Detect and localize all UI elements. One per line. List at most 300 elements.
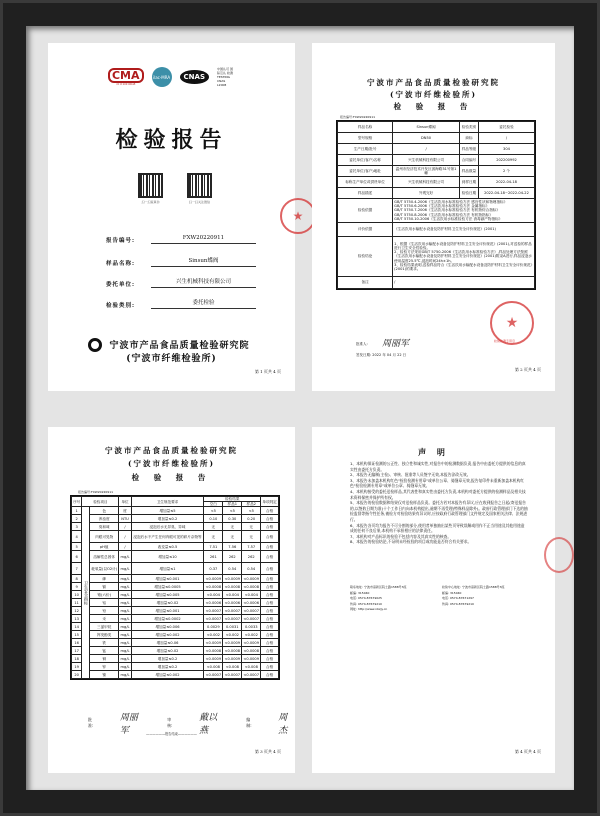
- ilac-mra-logo: ilac-MRA: [152, 67, 172, 87]
- table-cell: <0.004: [242, 591, 261, 599]
- table-cell: 耗氧量(以O2计): [89, 563, 118, 575]
- table-row: [72, 663, 279, 671]
- table-cell: 14: [72, 623, 82, 631]
- table-cell: <0.0008: [223, 583, 242, 591]
- table-row: [72, 591, 279, 599]
- declaration-item: 1、本机构保证检测的公正性、独立性和诚实性,对报告中的检测数据负责,报告中由委托方提供的信息的真实性由委托方负责。: [350, 461, 526, 472]
- text-line: GB/T 5750.4-2006《生活饮用水标准检验方法 感官性状和物理指标》: [394, 200, 508, 205]
- qr-code-verify[interactable]: [138, 173, 163, 198]
- table-cell: 13: [72, 615, 82, 623]
- table-cell: <5: [223, 507, 242, 515]
- declaration-item: 7、本机构对产品标识的检验不包括内容及其真实性的核查。: [350, 533, 452, 539]
- table-cell: 2: [72, 515, 82, 523]
- table-row: [72, 575, 279, 583]
- report-heading: 检 验 报 告: [131, 473, 212, 482]
- table-row: [338, 166, 535, 177]
- institute-heading: 宁波市产品食品质量检验研究院: [367, 78, 500, 87]
- table-value: 304: [478, 144, 534, 155]
- report-title: 检验报告: [115, 127, 228, 153]
- issue-date: 签发日期: 2022 年 04 月 22 日: [356, 353, 407, 357]
- table-cell: <0.0007: [204, 615, 223, 623]
- table-cell: 7.56: [223, 543, 242, 551]
- column-header: 单项判定: [261, 497, 279, 507]
- table-cell: 合格: [261, 551, 279, 563]
- table-cell: mg/L: [119, 551, 131, 563]
- table-row: [72, 631, 279, 639]
- table-row: [72, 551, 279, 563]
- table-value: 外观完好: [393, 188, 460, 199]
- table-cell: 15: [72, 631, 82, 639]
- category-cell: 卫生安全指标: [82, 507, 90, 679]
- table-cell: 度: [119, 507, 131, 515]
- table-label: 检验类别: [459, 122, 478, 133]
- table-cell: 合格: [261, 583, 279, 591]
- institute-name: 宁波市产品食品质量检验研究院: [109, 341, 250, 351]
- table-cell: 合格: [261, 615, 279, 623]
- table-cell: <0.0007: [242, 607, 261, 615]
- table-cell: 16: [72, 639, 82, 647]
- table-cell: 铝: [89, 599, 118, 607]
- table-cell: 增加量≤10: [131, 551, 204, 563]
- declaration-item: 2、本报告无编制(主检)、审核、批准等人员签字无效,本报告涂改无效。: [350, 472, 471, 478]
- table-row: [72, 615, 279, 623]
- table-cell: 合格: [261, 671, 279, 679]
- text-line: GB/T 5750.8-2006《生活饮用水标准检验方法 有机物指标》: [394, 212, 493, 217]
- table-cell: <0.0007: [242, 615, 261, 623]
- table-cell: 262: [242, 551, 261, 563]
- table-value: /: [478, 133, 534, 144]
- declaration-item: 3、本报告未加盖本机构红色"检验检测专用章"或单位公章、骑缝章无效,报告复印件未重新加盖本机构红色"检验检测专用章"或单位公章、骑缝章无效。: [350, 477, 525, 489]
- table-cell: 增加量≤0.2: [131, 663, 204, 671]
- table-cell: 砷: [89, 575, 118, 583]
- table-cell: 5: [72, 543, 82, 551]
- page-number: 第 3 页共 4 页: [254, 749, 281, 754]
- column-header: 检验项目: [82, 497, 119, 507]
- table-cell: 增加量≤1: [131, 563, 204, 575]
- declaration-page: [312, 427, 555, 773]
- table-cell: 3: [72, 523, 82, 531]
- text-line: 1、根据《生活饮用水输配水设备及防护材料卫生安全评价规范》(2001),对送检的样品进行卫生安全性检验。: [394, 242, 532, 251]
- test-results-page: [48, 427, 295, 773]
- table-row: [72, 531, 279, 543]
- column-header: 序号: [72, 497, 82, 507]
- contact-line: 电话: 0574-87679025: [350, 596, 382, 600]
- contact-line: 联系地址: 宁波市高新区院士路1588号3座: [350, 585, 407, 589]
- table-cell: mg/L: [119, 655, 131, 663]
- table-cell: 4: [72, 531, 82, 543]
- contact-left: [350, 585, 440, 613]
- table-row: [72, 515, 279, 523]
- table-cell: 溶解性总固体: [89, 551, 118, 563]
- table-cell: 三氯甲烷: [89, 623, 118, 631]
- column-header: 样品2: [242, 502, 261, 507]
- table-cell: 合格: [261, 607, 279, 615]
- table-value: 兴生机械科技有限公司: [393, 177, 460, 188]
- table-row: [72, 671, 279, 679]
- table-cell: <0.0009: [223, 639, 242, 647]
- table-cell: 锰: [89, 647, 118, 655]
- table-cell: 增加量≤0.2: [131, 655, 204, 663]
- text-line: GB/T 5750.10-2006《生活饮用水标准检验方法 消毒副产物指标》: [394, 216, 503, 221]
- table-cell: 改变量≤0.5: [131, 543, 204, 551]
- table-row: [338, 223, 535, 237]
- table-cell: 合格: [261, 563, 279, 575]
- table-cell: <0.0007: [204, 607, 223, 615]
- table-cell: 0.54: [242, 563, 261, 575]
- table-cell: mg/L: [119, 591, 131, 599]
- table-label: 合同编号: [459, 155, 478, 166]
- institute-subname: (宁波市纤维检验所): [126, 354, 217, 364]
- table-label: 评价依据: [338, 223, 393, 237]
- table-cell: mg/L: [119, 583, 131, 591]
- table-cell: 8: [72, 575, 82, 583]
- contact-line: 邮编: 315040: [350, 590, 370, 595]
- table-cell: <5: [242, 507, 261, 515]
- table-cell: /: [119, 523, 131, 531]
- summary-table: [336, 120, 536, 290]
- signature: 周丽军: [119, 713, 138, 736]
- table-cell: 镉: [89, 583, 118, 591]
- table-cell: 合格: [261, 575, 279, 583]
- table-cell: 铜: [89, 655, 118, 663]
- cma-logo: CMA: [108, 68, 144, 83]
- table-cell: 浑浊度: [89, 515, 118, 523]
- table-label: 标称生产单位或供货单位: [338, 177, 393, 188]
- table-cell: 合格: [261, 639, 279, 647]
- table-cell: 17: [72, 647, 82, 655]
- table-cell: 262: [223, 551, 242, 563]
- table-cell: 增加量≤0.002: [131, 671, 204, 679]
- table-cell: pH值: [89, 543, 118, 551]
- table-cell: 0.37: [204, 563, 223, 575]
- approver-label: 批准人:: [356, 342, 368, 346]
- column-header: 单位: [119, 497, 131, 507]
- table-row: [72, 655, 279, 663]
- table-cell: <0.004: [223, 591, 242, 599]
- table-cell: 增加量≤0.001: [131, 607, 204, 615]
- table-cell: 增加量≤0.0005: [131, 583, 204, 591]
- certification-logos: [48, 67, 295, 87]
- table-value: [393, 237, 535, 277]
- table-cell: 0.0029: [204, 623, 223, 631]
- text-line: GB/T 5750.6-2006《生活饮用水标准检验方法 金属指标》: [394, 204, 490, 209]
- table-cell: 增加量≤0.002: [131, 631, 204, 639]
- table-cell: <0.0009: [204, 575, 223, 583]
- table-cell: 合格: [261, 515, 279, 523]
- declaration-item: 5、本报告的检验数据和结果仅对送检样品负责。委托方若对本报告有异议,应在收到报告之日起(寄送报告的,以签收日期为准)十个工作日内向本机构提出,逾期不再受理(特殊样品除外)。政府行政管理部门下达的抽检监督等指令性任务,被检方对检验结果有异议时,应按政府行政管理部门文件规定及国家相关法律、法规进行。: [350, 500, 528, 522]
- table-cell: 12: [72, 607, 82, 615]
- table-cell: mg/L: [119, 631, 131, 639]
- table-cell: <0.0008: [204, 647, 223, 655]
- table-cell: 合格: [261, 599, 279, 607]
- red-seal-edge: [544, 537, 574, 573]
- cnas-caption: 中国认可 国际互认 检测 TESTING CNAS L2008: [217, 67, 233, 87]
- table-cell: <0.0009: [242, 575, 261, 583]
- contact-line: 电话: 0574-87671297: [442, 596, 474, 600]
- table-cell: 合格: [261, 523, 279, 531]
- table-value: 委托检验: [478, 122, 534, 133]
- table-cell: <0.0009: [242, 655, 261, 663]
- contact-line: 传真: 0574-87679210: [442, 601, 474, 606]
- table-cell: <0.0007: [242, 671, 261, 679]
- contact-right: [442, 585, 532, 607]
- table-cell: 合格: [261, 531, 279, 543]
- table-cell: NTU: [119, 515, 131, 523]
- table-cell: 无: [223, 523, 242, 531]
- table-cell: mg/L: [119, 623, 131, 631]
- table-row: [338, 144, 535, 155]
- qr-caption: 扫一扫关注微信: [188, 200, 210, 204]
- table-cell: mg/L: [119, 599, 131, 607]
- seal-text: 检验检测专用章: [494, 339, 516, 343]
- table-value: /: [393, 144, 460, 155]
- table-cell: <0.0006: [223, 599, 242, 607]
- table-cell: <0.004: [204, 591, 223, 599]
- field-sample-name: 样品名称: Sinsun蝶阀: [106, 256, 256, 267]
- table-cell: <0.0007: [204, 671, 223, 679]
- table-row: [72, 607, 279, 615]
- table-cell: 10: [72, 591, 82, 599]
- table-row: [338, 199, 535, 223]
- table-cell: mg/L: [119, 639, 131, 647]
- sign-label: 批 准:: [88, 717, 94, 728]
- table-cell: <0.0008: [223, 647, 242, 655]
- table-cell: 合格: [261, 647, 279, 655]
- table-label: 检验日期: [459, 188, 478, 199]
- table-cell: mg/L: [119, 663, 131, 671]
- table-row: [338, 133, 535, 144]
- table-cell: <0.002: [242, 631, 261, 639]
- qr-code-wechat[interactable]: [187, 173, 212, 198]
- table-cell: mg/L: [119, 615, 131, 623]
- contact-line: 网址: http://www.nbzjy.cn: [350, 607, 388, 611]
- table-cell: 6: [72, 551, 82, 563]
- table-cell: 合格: [261, 631, 279, 639]
- table-cell: 增加量≤0.006: [131, 623, 204, 631]
- institute-subheading: (宁波市纤维检验所): [389, 90, 478, 99]
- approver-signature: 周丽军: [382, 339, 410, 349]
- declaration-items: [350, 461, 528, 545]
- page-number: 第 1 页共 4 页: [254, 369, 281, 374]
- table-cell: 浸泡后水不产生任何肉眼可见的碎片杂物等: [131, 531, 204, 543]
- red-seal: ★: [280, 198, 316, 234]
- table-value: [393, 223, 535, 237]
- table-label: 备注: [338, 277, 393, 289]
- table-row: [338, 237, 535, 277]
- field-inspection-type: 检验类别: 委托检验: [106, 298, 256, 309]
- declaration-item: 6、本报告各页均为报告不可分割的部分,使用者单独抽出某些页导致误解或用作不正当用途及其他用途造成的任何不良后果,本机构不承担相应的法律责任。: [350, 522, 525, 534]
- page-number: 第 2 页共 4 页: [514, 367, 541, 372]
- table-cell: 增加量≤0.02: [131, 599, 204, 607]
- table-cell: 锌: [89, 663, 118, 671]
- table-cell: <0.0008: [242, 583, 261, 591]
- table-cell: <0.002: [204, 631, 223, 639]
- field-client: 委托单位: 兴生机械科技有限公司: [106, 277, 256, 288]
- table-cell: 7.51: [204, 543, 223, 551]
- results-table: [70, 495, 280, 680]
- table-cell: <0.0009: [242, 639, 261, 647]
- table-cell: 合格: [261, 655, 279, 663]
- table-cell: 增加量≤0.005: [131, 591, 204, 599]
- report-number: 报告编号:FXW20220911: [340, 115, 376, 119]
- table-cell: <0.002: [223, 631, 242, 639]
- table-cell: 色: [89, 507, 118, 515]
- table-cell: mg/L: [119, 647, 131, 655]
- declaration-item: 4、本机构接受的委托送检样品,其代表性和真实性由委托方负责,本机构对委托方提供的检测样品及相关技术资料保密并保护所有权。: [350, 488, 526, 500]
- table-cell: 铁: [89, 639, 118, 647]
- table-row: [338, 188, 535, 199]
- table-cell: <0.0009: [204, 655, 223, 663]
- table-label: 商标: [459, 133, 478, 144]
- table-cell: <0.0007: [223, 671, 242, 679]
- table-row: [72, 507, 279, 515]
- table-cell: 肉眼可见物: [89, 531, 118, 543]
- sign-label: 审 核:: [167, 717, 173, 728]
- table-cell: 11: [72, 599, 82, 607]
- text-line: /: [394, 280, 396, 285]
- table-cell: 合格: [261, 507, 279, 515]
- qr-caption: 扫一扫查真伪: [141, 200, 160, 204]
- text-line: GB/T 5750.7-2006《生活饮用水标准检验方法 有机物综合指标》: [394, 208, 500, 213]
- contact-line: 检验中心地址: 宁波市高新区院士路1588号3座: [442, 585, 505, 589]
- table-cell: mg/L: [119, 671, 131, 679]
- table-cell: 9: [72, 583, 82, 591]
- cma-code: 211120010048: [116, 83, 136, 86]
- table-row: [72, 599, 279, 607]
- table-cell: 合格: [261, 591, 279, 599]
- table-label: 到样日期: [459, 177, 478, 188]
- table-cell: 合格: [261, 623, 279, 631]
- column-header: 卫生规范要求: [131, 497, 204, 507]
- declaration-title: 声 明: [418, 447, 449, 457]
- table-cell: 19: [72, 663, 82, 671]
- table-cell: 7: [72, 563, 82, 575]
- table-value: Sinsun蝶阀: [393, 122, 460, 133]
- text-line: 2、检验方法采用GB/T 5750-2006《生活饮用水标准检验方法》,样品处理方法按照《生活饮用水输配水设备及防护材料卫生安全评价规范》(2001)附录A进行,样品浸泡水使用温度25.5℃,浸泡时间24h±1h。: [394, 250, 532, 263]
- page-number: 第 4 页共 4 页: [514, 749, 541, 754]
- table-cell: 无: [204, 531, 223, 543]
- table-cell: <5: [204, 507, 223, 515]
- table-label: 检验依据: [338, 199, 393, 223]
- column-header: 样品1: [223, 502, 242, 507]
- table-row: [338, 177, 535, 188]
- table-cell: 臭和味: [89, 523, 118, 531]
- contact-line: 邮编: 315040: [442, 590, 462, 595]
- table-cell: 合格: [261, 543, 279, 551]
- table-cell: <0.0007: [223, 607, 242, 615]
- table-cell: 7.57: [242, 543, 261, 551]
- table-cell: mg/L: [119, 575, 131, 583]
- table-row: [338, 122, 535, 133]
- table-cell: 20: [72, 671, 82, 679]
- signature: 周杰: [278, 713, 288, 736]
- table-cell: 0.54: [223, 563, 242, 575]
- table-cell: 0.30: [223, 515, 242, 523]
- table-cell: <0.0007: [223, 615, 242, 623]
- table-cell: <0.008: [204, 663, 223, 671]
- report-number: 报告编号:FXW20220911: [78, 490, 114, 494]
- table-cell: <0.0009: [204, 639, 223, 647]
- table-value: 202200992: [478, 155, 534, 166]
- table-cell: 无: [204, 523, 223, 531]
- signature: 戴以燕: [199, 713, 218, 736]
- cnas-logo: CNAS: [180, 70, 209, 84]
- table-cell: <0.008: [223, 663, 242, 671]
- table-cell: <0.0008: [204, 583, 223, 591]
- table-cell: 0.10: [204, 515, 223, 523]
- table-value: 兴生机械科技有限公司: [393, 155, 460, 166]
- table-cell: 1: [72, 507, 82, 515]
- table-label: 样品名称: [338, 122, 393, 133]
- table-value: [393, 199, 535, 223]
- sign-label: 编 制:: [246, 717, 252, 728]
- table-cell: <0.0009: [223, 575, 242, 583]
- table-label: 生产日期/批号: [338, 144, 393, 155]
- table-row: [72, 563, 279, 575]
- inspection-seal: ★: [490, 301, 534, 345]
- table-label: 型号规格: [338, 133, 393, 144]
- table-value: [393, 277, 535, 289]
- column-header: 检验结果: [204, 497, 261, 502]
- table-row: [72, 623, 279, 631]
- table-row: [72, 639, 279, 647]
- table-cell: 无: [242, 523, 261, 531]
- table-cell: 浸泡后水无异臭、异味: [131, 523, 204, 531]
- table-value: 2022-04-18: [478, 177, 534, 188]
- table-label: 样品等级: [459, 144, 478, 155]
- table-cell: <0.0008: [242, 647, 261, 655]
- institute-heading: 宁波市产品食品质量检验研究院: [105, 446, 238, 455]
- table-row: [338, 155, 535, 166]
- table-cell: 增加量≤0.02: [131, 647, 204, 655]
- table-value: 温州市经济技术开发区滨海路31号第1幢: [393, 166, 460, 177]
- table-cell: <0.008: [242, 663, 261, 671]
- table-cell: mg/L: [119, 563, 131, 575]
- report-summary-page: [312, 43, 555, 391]
- table-cell: /: [119, 543, 131, 551]
- table-row: [72, 647, 279, 655]
- table-label: 委托单位(客户)名称: [338, 155, 393, 166]
- table-cell: <0.0006: [242, 599, 261, 607]
- table-cell: <0.0006: [204, 599, 223, 607]
- table-label: 委托单位(客户)地址: [338, 166, 393, 177]
- table-cell: 铅: [89, 607, 118, 615]
- table-cell: <0.0009: [223, 655, 242, 663]
- table-cell: 汞: [89, 615, 118, 623]
- text-line: 《生活饮用水输配水设备及防护材料卫生安全评价规范》(2001): [394, 227, 496, 232]
- table-cell: 0.0031: [223, 623, 242, 631]
- table-cell: 0.20: [242, 515, 261, 523]
- table-cell: 增加量≤0.2: [131, 515, 204, 523]
- table-cell: 0.0033: [242, 623, 261, 631]
- table-cell: /: [119, 531, 131, 543]
- contact-line: 传真: 0574-87679210: [350, 601, 382, 606]
- field-report-number: 报告编号: FXW20220911: [106, 235, 256, 244]
- text-line: 3、检验结果表明,送检样品符合《生活饮用水输配水设备及防护材料卫生安全评价规范》(2001)的要求。: [394, 262, 533, 271]
- qr-codes: [138, 173, 212, 204]
- table-cell: 18: [72, 655, 82, 663]
- table-row: [72, 523, 279, 531]
- table-cell: 无: [242, 531, 261, 543]
- table-row: [72, 583, 279, 591]
- table-cell: 增加量≤0.06: [131, 639, 204, 647]
- report-heading: 检 验 报 告: [393, 102, 474, 111]
- table-cell: 增加量≤0.0002: [131, 615, 204, 623]
- table-cell: 镍: [89, 671, 118, 679]
- column-header: 空白: [204, 502, 223, 507]
- table-cell: 合格: [261, 663, 279, 671]
- table-value: 2022-04-18~2022-04-22: [478, 188, 534, 199]
